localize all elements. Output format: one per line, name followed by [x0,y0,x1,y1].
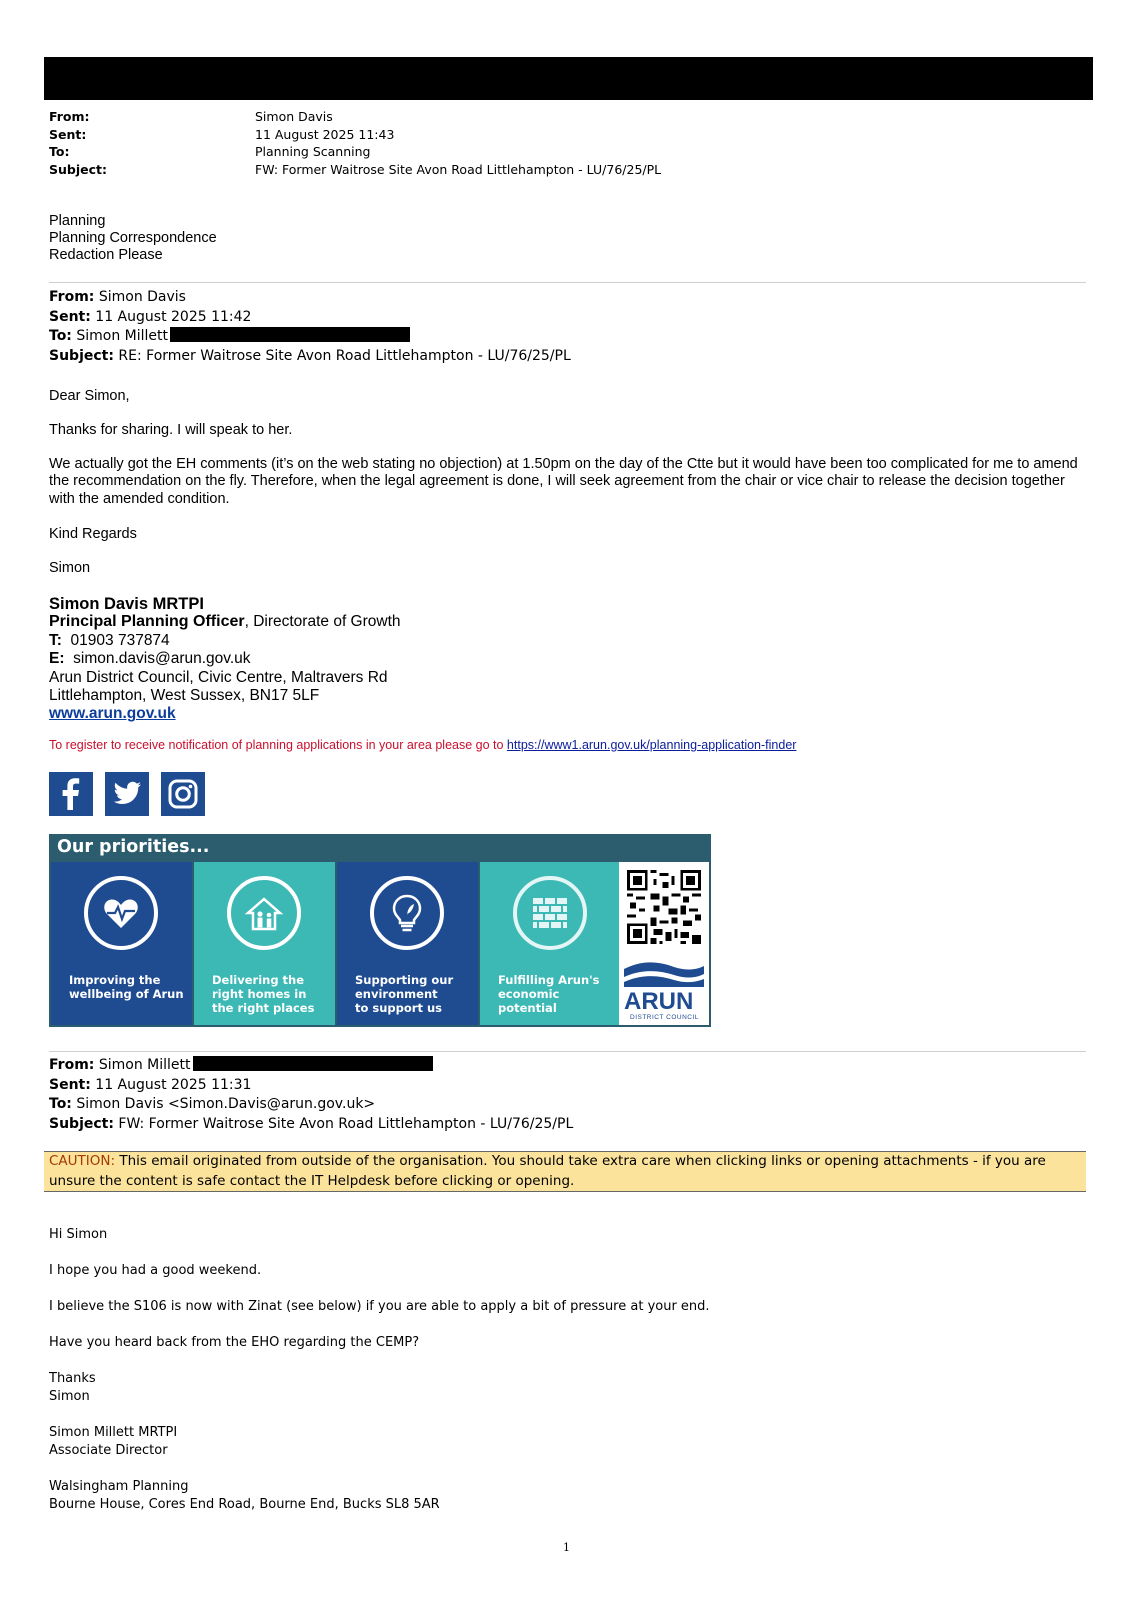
divider [49,1051,1086,1052]
phone-value: 01903 737874 [70,631,170,649]
instagram-icon[interactable] [161,772,205,816]
subject-value: RE: Former Waitrose Site Avon Road Littlehampton - LU/76/25/PL [118,347,571,364]
caption-line: right homes in [212,987,307,1001]
bulb-icon [370,876,444,950]
subject-value: FW: Former Waitrose Site Avon Road Littlehampton - LU/76/25/PL [255,161,662,177]
from-label: From: [49,109,90,124]
tile-caption [355,973,453,1015]
subject-label: Subject: [49,347,114,364]
caption-line: economic potential [498,987,560,1015]
register-text: To register to receive notification of planning applications in your area please go to [49,738,507,752]
caution-text: This email originated from outside of the organisation. You should take extra care when clicking links or opening attachments - if you are unsure the content is safe contact the IT Helpdesk before clicking or opening. [49,1153,1046,1189]
signature-role: Principal Planning Officer [49,613,245,631]
signoff: Simon [49,560,91,576]
to-value: Planning Scanning [255,144,371,159]
paragraph: I hope you had a good weekend. [49,1263,262,1278]
redaction-bar [44,57,1093,100]
arun-logo: ARUN [624,988,694,1015]
note-line: Planning Correspondence [49,230,217,246]
note-line: Redaction Please [49,247,163,263]
priorities-banner [49,834,711,1027]
register-notice [49,738,796,752]
greeting: Hi Simon [49,1227,108,1242]
bricks-icon [513,876,587,950]
signature-block [49,1370,96,1406]
caution-label: CAUTION: [49,1153,116,1169]
company-block [49,1478,440,1514]
sent-value: 11 August 2025 11:42 [95,308,252,325]
website-link[interactable]: www.arun.gov.uk [49,705,176,723]
from-label: From: [49,1057,95,1073]
signature [49,595,401,724]
subject-label: Subject: [49,1115,114,1132]
signature-block [49,1424,177,1460]
message-header [49,288,571,366]
external-email-caution [44,1151,1086,1192]
signoff: Simon [49,1389,90,1404]
page-number: 1 [563,1541,570,1554]
sent-label: Sent: [49,1076,91,1093]
to-label: To: [49,328,72,344]
qr-logo-panel [619,862,709,1025]
email-label: E: [49,650,65,668]
signature-role: Associate Director [49,1443,168,1458]
twitter-icon[interactable] [105,772,149,816]
caption-line: Improving the [69,973,161,987]
forward-note [49,213,217,264]
address-line: Littlehampton, West Sussex, BN17 5LF [49,687,320,705]
from-value: Simon Davis [98,289,186,305]
subject-value: FW: Former Waitrose Site Avon Road Littlehampton - LU/76/25/PL [118,1115,574,1132]
home-icon [227,876,301,950]
to-value: Simon Millett [76,328,169,344]
caption-line: Delivering the [212,973,305,987]
caption-line: Supporting our [355,973,454,987]
paragraph: We actually got the EH comments (it’s on the web stating no objection) at 1.50pm on the day of the Ctte but it would have been too complicated for me to amend the recommendation on the fly. Therefore, when the legal agreement is done, I will seek agreement from the chair or vice chair to release the decision together with the amended condition. [49,456,1078,507]
sent-value: 11 August 2025 11:31 [95,1076,252,1093]
caption-line: environment [355,987,438,1001]
message-header [49,1056,573,1134]
company-address: Bourne House, Cores End Road, Bourne End, Bucks SL8 5AR [49,1497,440,1512]
planning-finder-link[interactable]: https://www1.arun.gov.uk/planning-application-finder [506,738,797,752]
thanks: Thanks [49,1371,96,1386]
redacted-email [170,327,410,342]
paragraph: Thanks for sharing. I will speak to her. [49,422,293,438]
subject-label: Subject: [49,161,107,177]
facebook-icon[interactable] [49,772,93,816]
signature-name: Simon Davis MRTPI [49,595,204,613]
tile-caption [69,973,184,1001]
qr-code-icon [627,868,701,946]
to-value: Simon Davis <Simon.Davis@arun.gov.uk> [76,1096,376,1112]
email-value: simon.davis@arun.gov.uk [73,650,251,668]
address-line: Arun District Council, Civic Centre, Maltravers Rd [49,668,388,686]
signature-name: Simon Millett MRTPI [49,1425,178,1440]
to-label: To: [49,144,70,159]
phone-label: T: [49,631,62,649]
from-value: Simon Davis [255,109,333,124]
from-label: From: [49,289,95,305]
priority-tile [51,862,192,1025]
tile-caption [212,973,314,1015]
caption-line: Fulfilling Arun's [498,973,600,987]
priority-tile [480,862,621,1025]
tile-caption [498,973,621,1015]
heart-icon [84,876,158,950]
divider [49,282,1086,283]
company-name: Walsingham Planning [49,1479,189,1494]
closing: Kind Regards [49,526,137,542]
from-value: Simon Millett [98,1057,191,1073]
email-header [49,108,949,180]
greeting: Dear Simon, [49,388,130,404]
priority-tile [194,862,335,1025]
sent-label: Sent: [49,308,91,325]
sent-label: Sent: [49,126,87,142]
signature-dept: , Directorate of Growth [244,613,401,631]
caption-line: the right places [212,1001,315,1015]
arun-logo-subtitle: DISTRICT COUNCIL [630,1014,699,1021]
note-line: Planning [49,213,106,229]
sent-value: 11 August 2025 11:43 [255,126,395,142]
to-label: To: [49,1096,72,1112]
caption-line: wellbeing of Arun [69,987,184,1001]
paragraph: Have you heard back from the EHO regarding the CEMP? [49,1335,420,1350]
banner-title: Our priorities... [57,837,210,857]
arun-wave-icon [624,957,704,987]
caption-line: to support us [355,1001,443,1015]
paragraph: I believe the S106 is now with Zinat (see below) if you are able to apply a bit of pressure at your end. [49,1299,710,1314]
priority-tile [337,862,478,1025]
redacted-email [193,1056,433,1071]
